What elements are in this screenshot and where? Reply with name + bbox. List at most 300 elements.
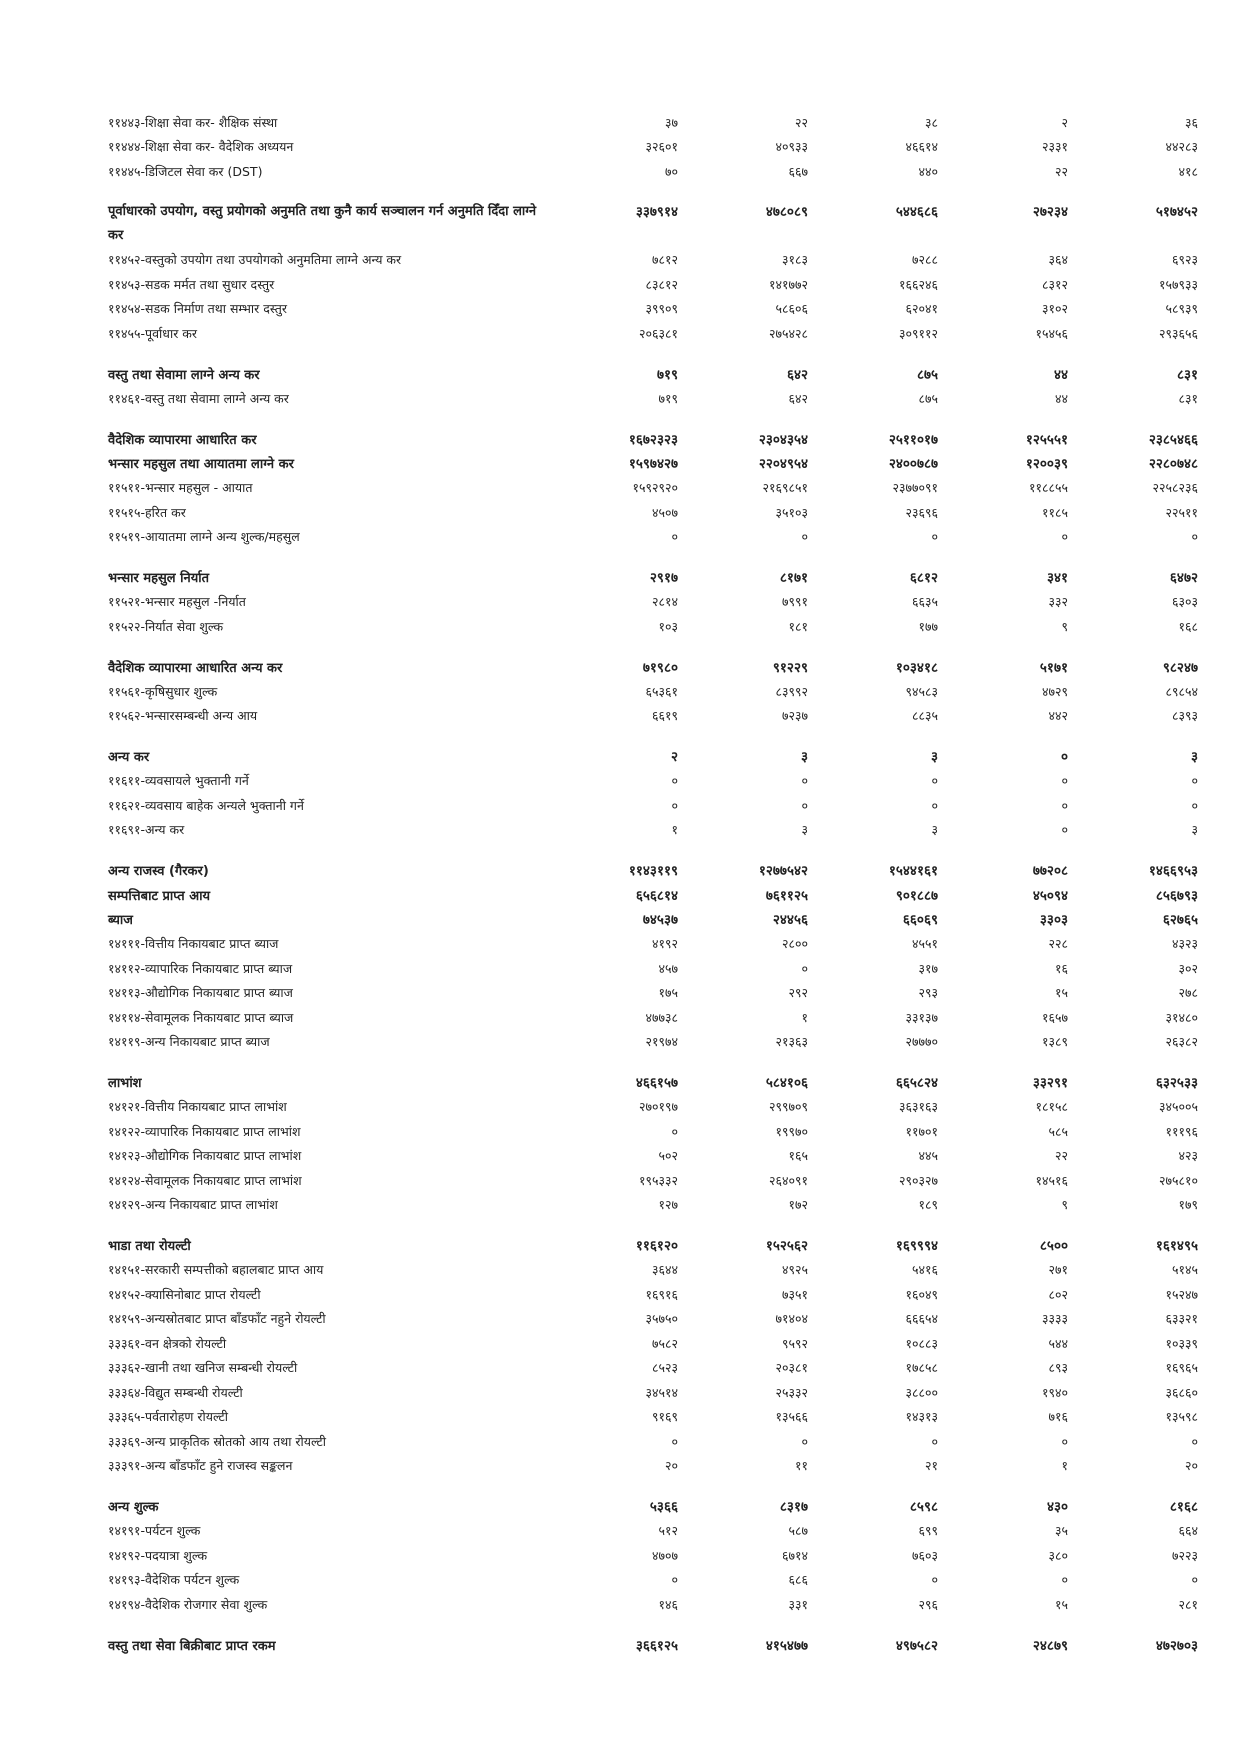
value-cell: ३५१०३	[775, 504, 808, 520]
value-cell: ०	[671, 773, 678, 789]
value-cell: ४४२८३	[1165, 139, 1198, 155]
value-cell: ०	[931, 773, 938, 789]
value-cell: २१३६३	[775, 1034, 808, 1050]
row-label: १४१२१-वित्तीय निकायबाट प्राप्त लाभांश	[108, 1099, 287, 1115]
value-cell: ११८५	[1041, 504, 1068, 520]
value-cell: २७२३४	[1032, 203, 1068, 220]
value-cell: ४७८०८९	[765, 203, 808, 220]
value-cell: ६७१४	[781, 1547, 808, 1563]
value-cell: १७८५८	[905, 1360, 938, 1376]
value-cell: १६७२३२३	[628, 431, 678, 448]
table-row	[0, 1543, 1240, 1568]
row-group	[0, 200, 1240, 346]
row-label: ११६११-व्यवसायले भुक्तानी गर्ने	[108, 773, 249, 789]
table-row	[0, 1144, 1240, 1169]
value-cell: ६२०४१	[905, 301, 938, 317]
row-label: ३३३६१-वन क्षेत्रको रोयल्टी	[108, 1335, 227, 1351]
value-cell: ५८७	[788, 1523, 808, 1539]
row-label: पूर्वाधारको उपयोग, वस्तु प्रयोगको अनुमति तथा कुनै कार्य सञ्चालन गर्न अनुमति दिँदा लाग्ने कर	[108, 203, 537, 243]
value-cell: २७०१९७	[638, 1099, 678, 1115]
value-cell: ९८२४७	[1162, 659, 1198, 676]
row-label: ११५१९-आयातमा लाग्ने अन्य शुल्क/महसुल	[108, 529, 300, 545]
row-label: भन्सार महसुल तथा आयातमा लाग्ने कर	[108, 457, 294, 473]
row-group	[0, 427, 1240, 550]
value-cell: ६६६५४	[905, 1311, 938, 1327]
value-cell: १११९६	[1165, 1123, 1198, 1139]
value-cell: ३१०२	[1041, 301, 1068, 317]
value-cell: ५०२	[658, 1148, 678, 1164]
value-cell: ६३३२१	[1165, 1311, 1198, 1327]
value-cell: ३३७९१४	[635, 203, 678, 220]
value-cell: २३७७०९१	[892, 480, 938, 496]
value-cell: ५४४	[1048, 1335, 1068, 1351]
value-cell: ०	[1191, 1572, 1198, 1588]
row-label: ३३३६९-अन्य प्राकृतिक स्रोतको आय तथा रोयल्टी	[108, 1433, 327, 1449]
value-cell: २७१	[1048, 1262, 1068, 1278]
value-cell: ८१७१	[779, 570, 808, 587]
value-cell: २९३	[918, 985, 938, 1001]
value-cell: १४६६९५३	[1148, 863, 1198, 880]
value-cell: ४१९२	[651, 936, 678, 952]
table-row	[0, 704, 1240, 729]
value-cell: ४३०	[1046, 1499, 1068, 1516]
value-cell: ६६३५	[911, 594, 938, 610]
row-label: ११६२१-व्यवसाय बाहेक अन्यले भुक्तानी गर्ने	[108, 797, 304, 813]
value-cell: ६२७६५	[1162, 912, 1198, 929]
value-cell: ३४१	[1046, 570, 1068, 587]
value-cell: ४४	[1054, 390, 1068, 406]
value-cell: २९१७	[649, 570, 678, 587]
row-group	[0, 565, 1240, 639]
table-row	[0, 321, 1240, 346]
row-label: ११५२१-भन्सार महसुल -निर्यात	[108, 594, 246, 610]
value-cell: १०३३९	[1165, 1335, 1198, 1351]
value-cell: ७३५१	[781, 1286, 808, 1302]
value-cell: ५४१६	[911, 1262, 938, 1278]
row-label: ब्याज	[108, 913, 133, 929]
row-label: १४१२२-व्यापारिक निकायबाट प्राप्त लाभांश	[108, 1123, 301, 1139]
value-cell: ७२८८	[911, 252, 938, 268]
value-cell: ४७२७०३	[1155, 1637, 1198, 1654]
row-label: ११४४४-शिक्षा सेवा कर- वैदेशिक अध्ययन	[108, 139, 294, 155]
value-cell: ३३३३	[1041, 1311, 1068, 1327]
value-cell: १८९	[918, 1197, 938, 1213]
subtotal-row	[0, 1494, 1240, 1519]
value-cell: ६४२	[788, 390, 808, 406]
value-cell: १५४५६	[1035, 325, 1068, 341]
row-label: वस्तु तथा सेवा बिक्रीबाट प्राप्त रकम	[108, 1638, 276, 1654]
value-cell: २९९७०९	[768, 1099, 808, 1115]
row-label: ११५१५-हरित कर	[108, 504, 186, 520]
table-row	[0, 818, 1240, 843]
value-cell: ३१७	[918, 960, 938, 976]
value-cell: १३५६६	[775, 1409, 808, 1425]
value-cell: १५९२९२०	[632, 480, 678, 496]
value-cell: ७९९१	[781, 594, 808, 610]
value-cell: ८५००	[1039, 1238, 1068, 1255]
value-cell: ०	[931, 1572, 938, 1588]
row-label: १४१९३-वैदेशिक पर्यटन शुल्क	[108, 1572, 240, 1588]
row-label: ११४४५-डिजिटल सेवा कर (DST)	[108, 163, 263, 179]
value-cell: २३८५४६६	[1148, 431, 1198, 448]
table-row	[0, 386, 1240, 411]
value-cell: २९०३२७	[898, 1172, 938, 1188]
table-row	[0, 1454, 1240, 1479]
value-cell: १०३४१८	[895, 659, 938, 676]
value-cell: ३०९११२	[898, 325, 938, 341]
table-row	[0, 1307, 1240, 1332]
subtotal-row	[0, 907, 1240, 932]
value-cell: ३३१३७	[905, 1009, 938, 1025]
table-row	[0, 248, 1240, 273]
table-row	[0, 1168, 1240, 1193]
table-row	[0, 679, 1240, 704]
table-row	[0, 159, 1240, 184]
value-cell: ०	[671, 1572, 678, 1588]
value-cell: ४४२	[1048, 708, 1068, 724]
value-cell: ७८१२	[651, 252, 678, 268]
value-cell: १९४०	[1041, 1384, 1068, 1400]
value-cell: ३९९०९	[645, 301, 678, 317]
value-cell: ५१७४५२	[1155, 203, 1198, 220]
value-cell: २२५११	[1165, 504, 1198, 520]
subtotal-row	[0, 858, 1240, 883]
value-cell: १४५१६	[1035, 1172, 1068, 1188]
value-cell: १६५	[788, 1148, 808, 1164]
row-label: ११४५३-सडक मर्मत तथा सुधार दस्तुर	[108, 276, 275, 292]
value-cell: ७०	[664, 163, 678, 179]
row-label: भन्सार महसुल निर्यात	[108, 571, 210, 587]
value-cell: ६६५८२४	[895, 1075, 938, 1092]
subtotal-row	[0, 1233, 1240, 1258]
value-cell: ०	[801, 1433, 808, 1449]
value-cell: ६८१२	[909, 570, 938, 587]
value-cell: ११	[794, 1458, 808, 1474]
value-cell: १७७	[918, 618, 938, 634]
value-cell: ४५५१	[911, 936, 938, 952]
value-cell: ०	[671, 529, 678, 545]
value-cell: २९२	[788, 985, 808, 1001]
value-cell: ८३१७	[779, 1499, 808, 1516]
subtotal-row	[0, 565, 1240, 590]
value-cell: ३	[800, 749, 808, 766]
value-cell: ८५२३	[651, 1360, 678, 1376]
value-cell: ६६४	[1178, 1523, 1198, 1539]
value-cell: ४७७३८	[645, 1009, 678, 1025]
value-cell: ०	[801, 797, 808, 813]
value-cell: ०	[1061, 822, 1068, 838]
table-row	[0, 1519, 1240, 1544]
value-cell: ३६४	[1048, 252, 1068, 268]
value-cell: २५११०१७	[888, 431, 938, 448]
value-cell: १५२५६२	[765, 1238, 808, 1255]
subtotal-row	[0, 744, 1240, 769]
value-cell: ३४५१४	[645, 1384, 678, 1400]
value-cell: ३८८००	[905, 1384, 938, 1400]
value-cell: २७७७०	[905, 1034, 938, 1050]
value-cell: २०६३८१	[638, 325, 678, 341]
table-row	[0, 1331, 1240, 1356]
value-cell: ११६१२०	[635, 1238, 678, 1255]
row-label: १४१२९-अन्य निकायबाट प्राप्त लाभांश	[108, 1197, 278, 1213]
value-cell: ०	[801, 960, 808, 976]
value-cell: ०	[1191, 529, 1198, 545]
value-cell: ३३२९१	[1032, 1075, 1068, 1092]
value-cell: २२८	[1048, 936, 1068, 952]
value-cell: ८७५	[918, 390, 938, 406]
row-label: वैदेशिक व्यापारमा आधारित कर	[108, 432, 257, 448]
table-row	[0, 110, 1240, 135]
value-cell: ९०१८८७	[895, 887, 938, 904]
value-cell: १२००३९	[1025, 456, 1068, 473]
value-cell: ८०२	[1048, 1286, 1068, 1302]
value-cell: ५१४५	[1171, 1262, 1198, 1278]
subtotal-row	[0, 451, 1240, 476]
value-cell: ०	[1061, 1572, 1068, 1588]
value-cell: ७२३७	[781, 708, 808, 724]
value-cell: २६३८२	[1165, 1034, 1198, 1050]
row-label: १४१९२-पदयात्रा शुल्क	[108, 1547, 208, 1563]
row-label: ११४५५-पूर्वाधार कर	[108, 325, 198, 341]
value-cell: ३३१	[788, 1596, 808, 1612]
value-cell: १५	[1054, 985, 1068, 1001]
row-label: ३३३९१-अन्य बाँडफाँट हुने राजस्व सङ्कलन	[108, 1458, 293, 1474]
value-cell: ७४५३७	[642, 912, 678, 929]
row-label: ११४६१-वस्तु तथा सेवामा लाग्ने अन्य कर	[108, 390, 289, 406]
value-cell: ५१२	[658, 1523, 678, 1539]
value-cell: २१९७४	[645, 1034, 678, 1050]
value-cell: २१६९८५१	[762, 480, 808, 496]
table-row	[0, 793, 1240, 818]
value-cell: २	[670, 749, 678, 766]
value-cell: १०८८३	[905, 1335, 938, 1351]
table-row	[0, 1282, 1240, 1307]
value-cell: १२७	[658, 1197, 678, 1213]
value-cell: ६५६८१४	[635, 887, 678, 904]
value-cell: ७१४०४	[775, 1311, 808, 1327]
row-label: ११५२२-निर्यात सेवा शुल्क	[108, 618, 224, 634]
value-cell: ५८६०६	[775, 301, 808, 317]
subtotal-row	[0, 655, 1240, 680]
value-cell: ६३२५३३	[1155, 1075, 1198, 1092]
value-cell: ६६०६९	[902, 912, 938, 929]
table-row	[0, 1405, 1240, 1430]
value-cell: १६०४९	[905, 1286, 938, 1302]
row-label: सम्पत्तिबाट प्राप्त आय	[108, 888, 211, 904]
subtotal-row	[0, 200, 1240, 248]
value-cell: ४५०९४	[1032, 887, 1068, 904]
table-row	[0, 769, 1240, 794]
value-cell: २४००७८७	[888, 456, 938, 473]
value-cell: ६८६	[788, 1572, 808, 1588]
value-cell: १५	[1054, 1596, 1068, 1612]
value-cell: ८३१	[1176, 366, 1198, 383]
value-cell: ०	[801, 529, 808, 545]
value-cell: ०	[671, 1123, 678, 1139]
subtotal-row	[0, 883, 1240, 908]
value-cell: ६४२	[786, 366, 808, 383]
subtotal-row	[0, 427, 1240, 452]
row-label: अन्य कर	[108, 750, 150, 766]
value-cell: ८७५	[916, 366, 938, 383]
value-cell: २७५८१०	[1158, 1172, 1198, 1188]
row-label: ११५६१-कृषिसुधार शुल्क	[108, 683, 218, 699]
row-label: १४१११-वित्तीय निकायबाट प्राप्त ब्याज	[108, 936, 279, 952]
value-cell: १९५३३२	[638, 1172, 678, 1188]
table-row	[0, 1193, 1240, 1218]
value-cell: ९४५८३	[905, 683, 938, 699]
value-cell: १७२	[788, 1197, 808, 1213]
value-cell: ४९७५८२	[895, 1637, 938, 1654]
subtotal-row	[0, 362, 1240, 387]
row-label: १४११३-औद्योगिक निकायबाट प्राप्त ब्याज	[108, 985, 293, 1001]
value-cell: ६९९	[918, 1523, 938, 1539]
value-cell: ४६६१४	[905, 139, 938, 155]
value-cell: ५१७१	[1039, 659, 1068, 676]
value-cell: १२५५५१	[1025, 431, 1068, 448]
row-label: ३३३६५-पर्वतारोहण रोयल्टी	[108, 1409, 229, 1425]
value-cell: ३	[1190, 749, 1198, 766]
value-cell: ३८०	[1048, 1547, 1068, 1563]
revenue-table	[0, 110, 1240, 1673]
value-cell: ०	[801, 773, 808, 789]
value-cell: ६३०३	[1171, 594, 1198, 610]
value-cell: ०	[1061, 797, 1068, 813]
value-cell: २७८	[1178, 985, 1198, 1001]
value-cell: ३३२	[1048, 594, 1068, 610]
value-cell: २३६९६	[905, 504, 938, 520]
value-cell: ०	[671, 1433, 678, 1449]
value-cell: १२७७५४२	[758, 863, 808, 880]
table-row	[0, 297, 1240, 322]
value-cell: ८३१	[1178, 390, 1198, 406]
value-cell: १६१४९५	[1155, 1238, 1198, 1255]
value-cell: ४७२९	[1041, 683, 1068, 699]
value-cell: ८३८१२	[645, 276, 678, 292]
value-cell: ४३२३	[1171, 936, 1198, 952]
value-cell: ०	[1191, 797, 1198, 813]
value-cell: ३२६०१	[645, 139, 678, 155]
row-label: १४१५९-अन्यस्रोतबाट प्राप्त बाँडफाँट नहुने रोयल्टी	[108, 1311, 326, 1327]
value-cell: ५३६६	[649, 1499, 678, 1516]
row-group	[0, 1633, 1240, 1658]
row-label: अन्य राजस्व (गैरकर)	[108, 864, 209, 880]
value-cell: ८८३५	[911, 708, 938, 724]
value-cell: ४९२५	[781, 1262, 808, 1278]
value-cell: २	[1061, 114, 1068, 130]
value-cell: ६९२३	[1171, 252, 1198, 268]
value-cell: ४४०	[918, 163, 938, 179]
value-cell: ६५३६१	[645, 683, 678, 699]
value-cell: २८१४	[651, 594, 678, 610]
value-cell: ७६०३	[911, 1547, 938, 1563]
row-label: ११४५२-वस्तुको उपयोग तथा उपयोगको अनुमतिमा लाग्ने अन्य कर	[108, 252, 402, 268]
value-cell: ३३०३	[1039, 912, 1068, 929]
row-label: १४१२३-औद्योगिक निकायबाट प्राप्त लाभांश	[108, 1148, 302, 1164]
row-label: ११५६२-भन्सारसम्बन्धी अन्य आय	[108, 708, 258, 724]
table-row	[0, 1380, 1240, 1405]
value-cell: ३६३१६३	[898, 1099, 938, 1115]
value-cell: १६८	[1178, 618, 1198, 634]
subtotal-row	[0, 1070, 1240, 1095]
value-cell: १४६	[658, 1596, 678, 1612]
value-cell: ३	[801, 822, 808, 838]
value-cell: ४६६१५७	[635, 1075, 678, 1092]
row-label: १४११४-सेवामूलक निकायबाट प्राप्त ब्याज	[108, 1009, 294, 1025]
value-cell: ५४४६८६	[895, 203, 938, 220]
value-cell: ६४७२	[1169, 570, 1198, 587]
row-label: ११५११-भन्सार महसुल - आयात	[108, 480, 253, 496]
row-label: ३३३६२-खानी तथा खनिज सम्बन्धी रोयल्टी	[108, 1360, 298, 1376]
value-cell: ०	[1060, 749, 1068, 766]
value-cell: १६६२४६	[898, 276, 938, 292]
value-cell: ८३१२	[1041, 276, 1068, 292]
value-cell: ३६	[1184, 114, 1198, 130]
value-cell: ९	[1061, 1197, 1068, 1213]
value-cell: ०	[931, 1433, 938, 1449]
value-cell: ०	[1191, 773, 1198, 789]
value-cell: २२	[1054, 163, 1068, 179]
value-cell: २२	[1054, 1148, 1068, 1164]
value-cell: ९१६९	[651, 1409, 678, 1425]
value-cell: १८१	[788, 618, 808, 634]
row-group	[0, 1494, 1240, 1617]
value-cell: १	[1061, 1458, 1068, 1474]
value-cell: ४०९३३	[775, 139, 808, 155]
value-cell: ४७०७	[651, 1547, 678, 1563]
table-row	[0, 981, 1240, 1006]
row-label: १४१५१-सरकारी सम्पत्तीको बहालबाट प्राप्त आय	[108, 1262, 324, 1278]
value-cell: ३७	[664, 114, 678, 130]
value-cell: २५३३२	[775, 1384, 808, 1400]
value-cell: ३	[931, 822, 938, 838]
row-label: ३३३६४-विद्युत सम्बन्धी रोयल्टी	[108, 1384, 243, 1400]
row-label: ११४४३-शिक्षा सेवा कर- शैक्षिक संस्था	[108, 114, 278, 130]
table-row	[0, 1005, 1240, 1030]
value-cell: ०	[1061, 773, 1068, 789]
value-cell: ०	[1191, 1433, 1198, 1449]
row-group	[0, 1233, 1240, 1478]
value-cell: २३०४३५४	[758, 431, 808, 448]
value-cell: ३	[1191, 822, 1198, 838]
value-cell: १६९१६	[645, 1286, 678, 1302]
value-cell: ०	[931, 797, 938, 813]
value-cell: २२	[794, 114, 808, 130]
table-row	[0, 614, 1240, 639]
value-cell: ४१५४७७	[765, 1637, 808, 1654]
row-label: वैदेशिक व्यापारमा आधारित अन्य कर	[108, 660, 283, 676]
row-group	[0, 110, 1240, 184]
row-group	[0, 858, 1240, 1054]
value-cell: ३५७५०	[645, 1311, 678, 1327]
value-cell: ०	[931, 529, 938, 545]
value-cell: ३६४४	[651, 1262, 678, 1278]
value-cell: १४३१३	[905, 1409, 938, 1425]
table-row	[0, 135, 1240, 160]
value-cell: १५७९३३	[1158, 276, 1198, 292]
subtotal-row	[0, 1633, 1240, 1658]
value-cell: ६६७	[788, 163, 808, 179]
value-cell: ०	[1061, 529, 1068, 545]
value-cell: १६९६५	[1165, 1360, 1198, 1376]
table-row	[0, 1258, 1240, 1283]
value-cell: ५८४१०६	[765, 1075, 808, 1092]
table-row	[0, 1030, 1240, 1055]
value-cell: १३८९	[1041, 1034, 1068, 1050]
row-group	[0, 362, 1240, 411]
row-group	[0, 744, 1240, 842]
value-cell: ८५६७९३	[1155, 887, 1198, 904]
